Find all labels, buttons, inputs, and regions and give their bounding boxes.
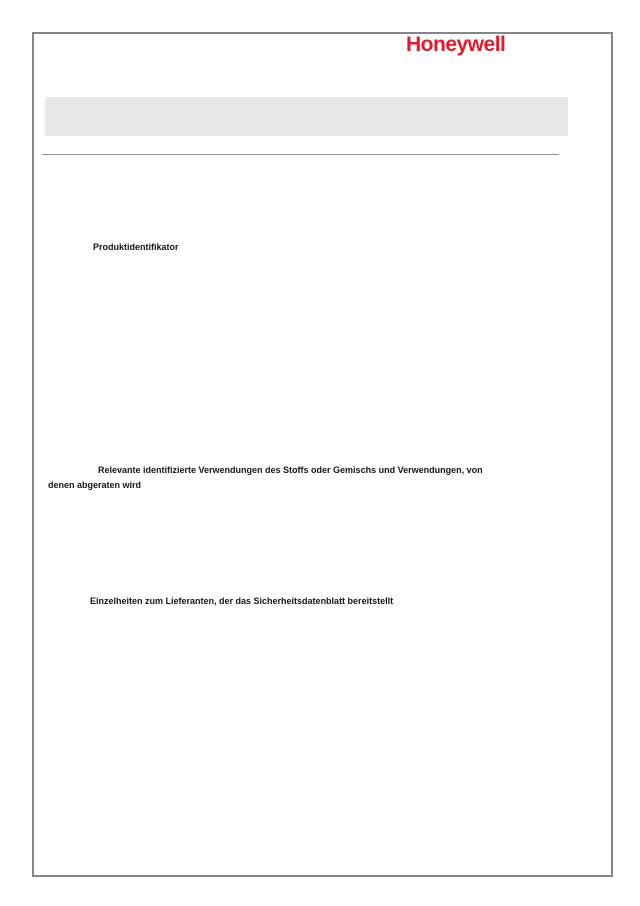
section-title-relevante-line2: denen abgeraten wird	[48, 480, 142, 490]
document-page	[32, 32, 613, 877]
header-bar	[45, 97, 568, 136]
section-title-relevante-verwendungen	[48, 463, 588, 493]
honeywell-logo: Honeywell	[406, 33, 506, 56]
header-divider	[42, 154, 559, 155]
section-title-einzelheiten-lieferant: Einzelheiten zum Lieferanten, der das Sicherheitsdatenblatt bereitstellt	[90, 596, 394, 606]
section-title-relevante-line1: Relevante identifizierte Verwendungen des Stoffs oder Gemischs und Verwendungen, von	[98, 465, 483, 475]
section-title-produktidentifikator: Produktidentifikator	[93, 242, 179, 252]
